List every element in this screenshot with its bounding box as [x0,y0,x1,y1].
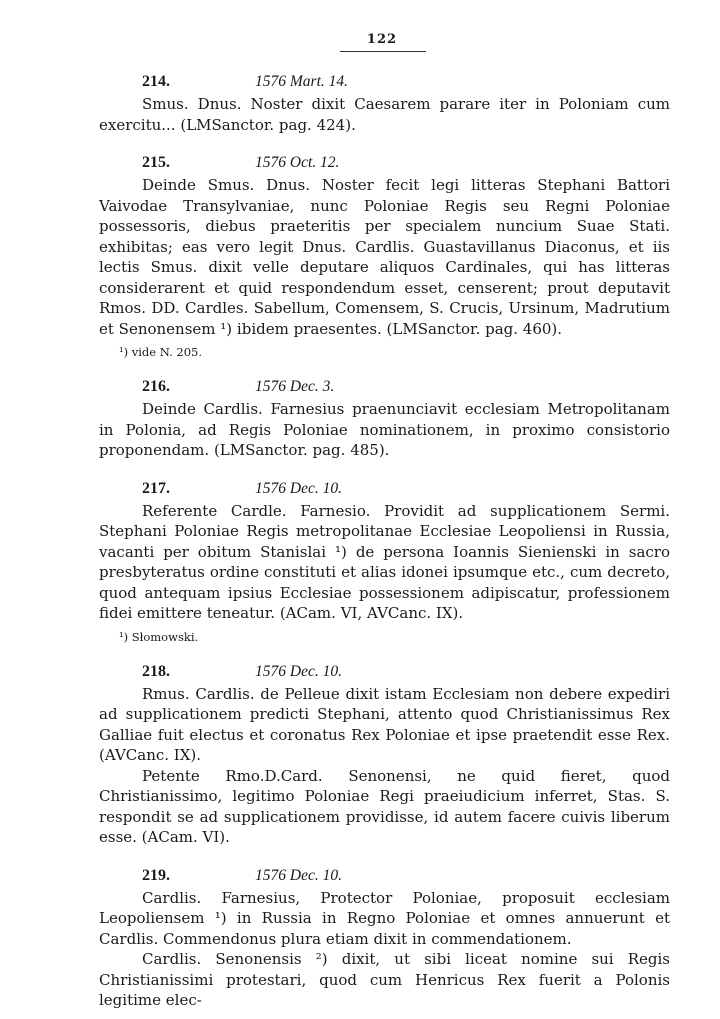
entry-number: 219. [142,866,170,884]
entry-heading [99,477,670,501]
entry-paragraph: Petente Rmo.D.Card. Senonensi, ne quid fieret, quod Christianissimo, legitimo Poloniae Regi praeiudicium inferret, Stas. S. respondit se ad supplicationem providisse, id autem facere cuivis liberum esse. (ACam. VI). [99,766,670,846]
entry-paragraph: Cardlis. Senonensis ²) dixit, ut sibi liceat nomine sui Regis Christianissimi protestari, quod cum Henricus Rex fuerit a Polonis legitime elec- [99,950,670,1009]
entry-paragraph: Referente Cardle. Farnesio. Providit ad supplicationem Sermi. Stephani Poloniae Regis metropolitanae Ecclesiae Leopoliensi in Russia, vacanti per obitum Stanislai ¹) de persona Ioannis Sienienski in sacro presbyteratus ordine constituti et alias idonei ipsumque etc., cum decreto, quod antequam ipsius Ecclesiae possessionem adipiscatur, professionem fidei emittere teneatur. (ACam. VI, AVCanc. IX). [99,501,670,622]
entry-paragraph: Smus. Dnus. Noster dixit Caesarem parare iter in Poloniam cum exercitu... (LMSanctor. pag. 424). [99,95,670,134]
entry-217 [99,477,670,646]
entry-number: 216. [142,378,170,395]
entry-214 [99,70,670,135]
entry-218 [99,660,670,848]
page-content [99,70,670,1011]
page-number: 122 [366,32,398,47]
entry-heading [99,660,670,684]
entry-date: 1576 Dec. 10. [255,866,342,884]
entry-215 [99,151,670,361]
entry-219 [99,864,670,1011]
entry-date: 1576 Oct. 12. [255,154,340,171]
page-number-rule [340,51,426,52]
entry-date: 1576 Dec. 10. [255,662,342,680]
entry-paragraph: Deinde Cardlis. Farnesius praenunciavit ecclesiam Metropolitanam in Polonia, ad Regis Poloniae nominationem, in proximo consistorio proponendam. (LMSanctor. pag. 485). [99,400,670,459]
entry-paragraph: Cardlis. Farnesius, Protector Poloniae, proposuit ecclesiam Leopoliensem ¹) in Russia in Regno Poloniae et omnes annuerunt et Cardlis. Commendonus plura etiam dixit in commendationem. [99,888,670,948]
entry-number: 214. [142,73,170,90]
entry-paragraph: Deinde Smus. Dnus. Noster fecit legi litteras Stephani Battori Vaivodae Transylvaniae, nunc Poloniae Regis seu Regni Poloniae possessoris, diebus praeteritis per specialem nuncium Suae Stati. exhibitas; eas vero legit Dnus. Cardlis. Guastavillanus Diaconus, et iis lectis Smus. dixit velle deputare aliquos Cardinales, qui has litteras considerarent et quid respondendum esset, censerent; prout deputavit Rmos. DD. Cardles. Sabellum, Comensem, S. Crucis, Ursinum, Madrutium et Senonensem ¹) ibidem praesentes. (LMSanctor. pag. 460). [99,176,670,338]
entry-number: 215. [142,154,170,171]
entry-heading [99,70,670,94]
entry-heading [99,151,670,175]
entry-heading [99,864,670,888]
entry-number: 217. [142,479,170,497]
entry-date: 1576 Mart. 14. [255,73,348,90]
entry-heading [99,375,670,399]
entry-number: 218. [142,662,170,680]
footnote: ¹) Słomowski. [119,629,199,644]
entry-paragraph: Rmus. Cardlis. de Pelleue dixit istam Ecclesiam non debere expediri ad supplicationem predicti Stephani, attento quod Christianissimus Rex Galliae fuit electus et coronatus Rex Poloniae et ipse praetendit esse Rex. (AVCanc. IX). [99,684,670,764]
entry-date: 1576 Dec. 10. [255,479,342,497]
entry-216 [99,375,670,461]
footnote: ¹) vide N. 205. [119,345,202,359]
entry-date: 1576 Dec. 3. [255,378,335,395]
